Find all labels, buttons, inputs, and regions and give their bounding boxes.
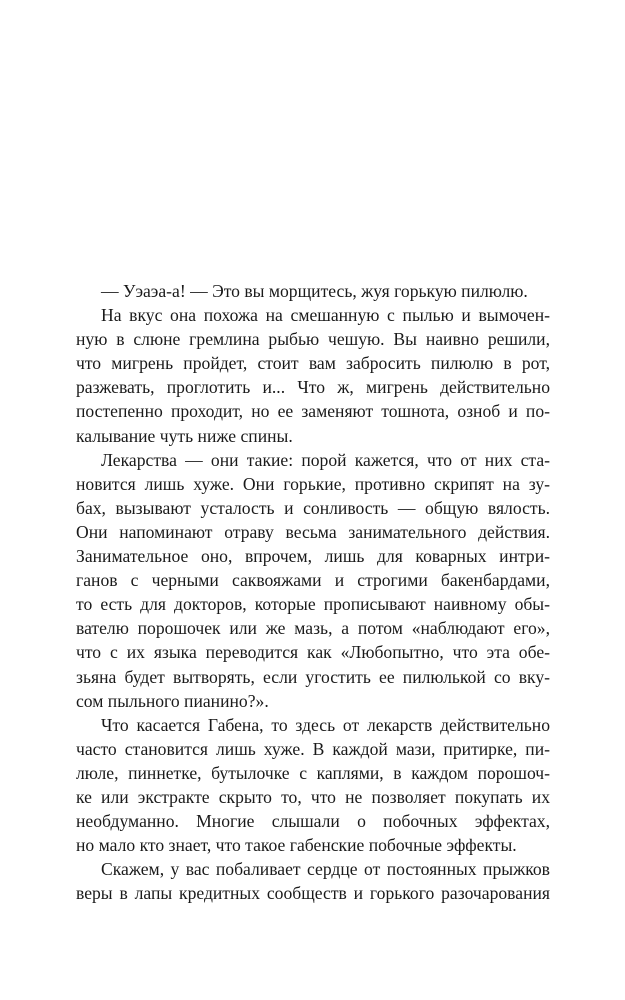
text-line: что мигрень пройдет, стоит вам забросить пилюлю в рот, bbox=[76, 353, 550, 374]
paragraph bbox=[76, 857, 550, 905]
text-line: новится лишь хуже. Они горькие, противно скрипят на зу- bbox=[76, 473, 550, 494]
paragraph bbox=[76, 303, 550, 448]
text-line: Занимательное оно, впрочем, лишь для коварных интри- bbox=[76, 546, 550, 567]
text-line: то есть для докторов, которые прописывают наивному обы- bbox=[76, 594, 550, 615]
text-line: Скажем, у вас побаливает сердце от постоянных прыжков bbox=[101, 859, 550, 880]
text-line: зьяна будет вытворять, если угостить ее пилюлькой со вку- bbox=[76, 666, 550, 687]
paragraph bbox=[76, 713, 550, 858]
text-line: Лекарства — они такие: порой кажется, что от них ста- bbox=[101, 449, 550, 470]
text-line: Что касается Габена, то здесь от лекарств действительно bbox=[101, 714, 550, 735]
text-line: люле, пиннетке, бутылочке с каплями, в каждом порошоч- bbox=[76, 762, 550, 783]
text-line: необдуманно. Многие слышали о побочных эффектах, bbox=[76, 811, 550, 832]
text-line: ную в слюне гремлина рыбью чешую. Вы наивно решили, bbox=[76, 329, 550, 350]
text-line: сом пыльного пианино?». bbox=[76, 690, 269, 711]
text-line: но мало кто знает, что такое габенские побочные эффекты. bbox=[76, 835, 517, 856]
paragraph bbox=[76, 448, 550, 713]
body-text bbox=[76, 279, 550, 905]
text-line: — Уэаэа-а! — Это вы морщитесь, жуя горькую пилюлю. bbox=[101, 281, 528, 301]
text-line: веры в лапы кредитных сообществ и горького разочарования bbox=[76, 883, 550, 904]
text-line: что с их языка переводится как «Любопытно, что эта обе- bbox=[76, 642, 550, 663]
text-line: разжевать, проглотить и... Что ж, мигрень действительно bbox=[76, 377, 550, 398]
text-line: часто становится лишь хуже. В каждой мази, притирке, пи- bbox=[76, 738, 550, 759]
text-line: ке или экстракте скрыто то, что не позволяет покупать их bbox=[76, 786, 550, 807]
text-line: На вкус она похожа на смешанную с пылью и вымочен- bbox=[101, 305, 550, 326]
text-line: постепенно проходит, но ее заменяют тошнота, озноб и по- bbox=[76, 401, 550, 422]
text-line: калывание чуть ниже спины. bbox=[76, 425, 293, 446]
text-line: вателю порошочек или же мазь, а потом «наблюдают его», bbox=[76, 618, 550, 639]
text-line: ганов с черными саквояжами и строгими бакенбардами, bbox=[76, 570, 550, 591]
text-line: Они напоминают отраву весьма занимательного действия. bbox=[76, 521, 550, 542]
text-line: бах, вызывают усталость и сонливость — общую вялость. bbox=[76, 497, 550, 518]
paragraph bbox=[76, 279, 550, 303]
